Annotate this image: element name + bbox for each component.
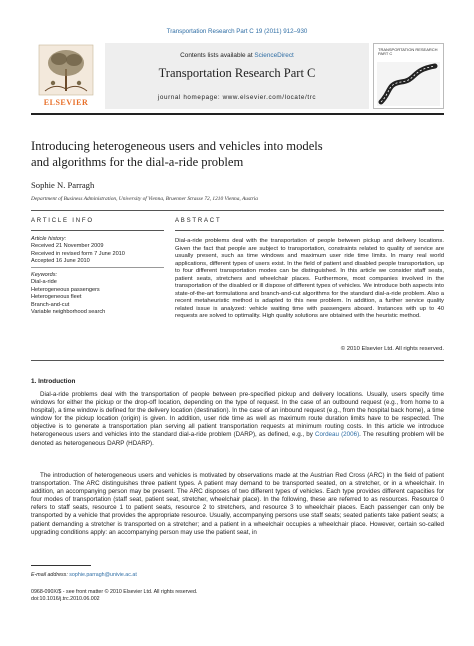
intro-paragraph-2: The introduction of heterogeneous users and vehicles is motivated by observations made at the Austrian Red Cross (ARC) in the field of patient transportation. The ARC distinguishes three patient types. A patient may demand to be transported seated, on a stretcher, or in a wheelchair. In addition, an accompanying person may be present. The ARC disposes of two different types of vehicles. Each type provides different capacities for four modes of transportation (staff seat, patient seat, stretcher, wheelchair place). In the following, these are referred to as resources. Resource 0 refers to staff seats, resource 1 to patient seats, resource 2 to stretchers, and resource 3 to wheelchair places. Each passenger can only be transported by a vehicle that provides the appropriate resource. Usually, accompanying persons use staff seats; seated patients take patient seats; a patient demanding a stretcher is transported on a stretcher; and a patient in a wheelchair occupies a wheelchair place. However, certain so-called upgrading conditions apply: an accompanying person may use the patient seat, in: [31, 472, 444, 536]
footnote-rule: [31, 565, 91, 566]
elsevier-logo[interactable]: [31, 43, 101, 109]
abstract-bottom-rule: [31, 360, 444, 361]
keywords-block: [31, 272, 166, 316]
info-divider: [31, 267, 164, 268]
running-head[interactable]: Transportation Research Part C 19 (2011) 912–930: [166, 28, 308, 35]
road-illustration-icon: [377, 62, 440, 106]
citation-link[interactable]: Cordeau (2006): [315, 431, 360, 439]
contents-line: [105, 52, 369, 59]
article-history: [31, 236, 166, 266]
intro-paragraph-1-text-b: . The resulting problem will be denoted as heterogeneous DARP (HDARP).: [31, 431, 444, 447]
cover-title: TRANSPORTATION RESEARCH PART C: [378, 47, 438, 57]
journal-masthead: [31, 43, 444, 109]
history-revised: Received in revised form 7 June 2010: [31, 250, 125, 257]
article-title-line-1: Introducing heterogeneous users and vehicles into models: [31, 139, 323, 153]
author-email-link[interactable]: sophie.parragh@univie.ac.at: [69, 572, 137, 578]
contents-prefix: Contents lists available at: [180, 52, 255, 59]
journal-homepage[interactable]: journal homepage: www.elsevier.com/locate/trc: [157, 94, 317, 101]
author-affiliation: Department of Business Administration, University of Vienna, Bruenner Strasse 72, 1210 Vienna, Austria: [31, 196, 258, 202]
issn-line: 0968-090X/$ - see front matter © 2010 Elsevier Ltd. All rights reserved.: [31, 589, 198, 595]
article-info-heading: ARTICLE INFO: [31, 218, 94, 224]
issn-doi-block: [31, 589, 197, 603]
article-title-line-2: and algorithms for the dial-a-ride problem: [31, 154, 244, 169]
abstract-text: Dial-a-ride problems deal with the transportation of people between pickup and delivery locations. Given the fact that people are subject to transportation, constraints related to quality of service are usually present, such as time windows and maximum user ride time limits. In many real world applications, different types of users exist. In the field of patient and disabled people transportation, up to four different transportation modes can be distinguished. In this article we consider staff seats, patient seats, stretchers and wheelchair places. Furthermore, most companies involved in the transportation of the disabled or ill dispose of different types of vehicles. We introduce both aspects into state-of-the-art formulations and branch-and-cut algorithms for the standard dial-a-ride problem. Also a recent metaheuristic method is adapted to this new problem. In addition, a further service quality related issue is analyzed: vehicle waiting time with passengers aboard. Instances with up to 40 requests are solved to optimality. High quality solutions are obtained with the heuristic method.: [175, 238, 444, 320]
intro-paragraph-1-text-a: Dial-a-ride problems deal with the transportation of people between pre-specified pickup and delivery locations. Usually, users specify time windows for either the pickup or the drop-off location, depending on the type of request. In the case of an outbound request (e.g., from home to a hospital), a time window is defined for the delivery location (destination). In the case of an inbound request (e.g., from the hospital back home), a time window for the pickup location (origin) is given. In addition, user ride time as well as maximum route duration limits have to be respected. The objective is to generate a transportation plan serving all patient transportation requests at minimum routing costs. In this article we introduce heterogeneous users and vehicles into the standard dial-a-ride problem (DARP), as defined, e.g., by: [31, 391, 444, 439]
abstract-heading: ABSTRACT: [175, 218, 222, 224]
abstract-copyright: © 2010 Elsevier Ltd. All rights reserved.: [340, 346, 444, 352]
keyword-item[interactable]: Heterogeneous passengers: [31, 286, 100, 293]
journal-title[interactable]: Transportation Research Part C: [158, 66, 316, 80]
elsevier-wordmark: ELSEVIER: [43, 98, 89, 107]
history-label: Article history:: [31, 236, 67, 242]
author-email-footnote: [31, 572, 137, 578]
author-name[interactable]: Sophie N. Parragh: [31, 180, 95, 190]
journal-info-box: [105, 43, 369, 109]
intro-paragraph-1: [31, 391, 444, 448]
masthead-rule: [31, 113, 444, 115]
keyword-item[interactable]: Variable neighborhood search: [31, 309, 106, 316]
abstract-heading-rule: [175, 230, 444, 231]
keyword-item[interactable]: Heterogeneous fleet: [31, 294, 82, 301]
sciencedirect-link[interactable]: ScienceDirect: [254, 52, 294, 59]
article-title: [31, 139, 444, 170]
keyword-item[interactable]: Dial-a-ride: [31, 279, 57, 286]
email-label: E-mail address:: [31, 572, 70, 578]
info-heading-rule: [31, 230, 164, 231]
info-top-rule: [31, 210, 444, 211]
history-received: Received 21 November 2009: [31, 243, 104, 250]
keywords-label: Keywords:: [31, 272, 58, 278]
section-heading-introduction: 1. Introduction: [31, 378, 76, 385]
journal-cover-thumbnail[interactable]: [373, 43, 444, 109]
elsevier-tree-icon: [31, 43, 101, 97]
doi-link[interactable]: doi:10.1016/j.trc.2010.06.002: [31, 596, 100, 602]
keyword-item[interactable]: Branch-and-cut: [31, 301, 70, 308]
history-accepted: Accepted 16 June 2010: [31, 258, 90, 265]
